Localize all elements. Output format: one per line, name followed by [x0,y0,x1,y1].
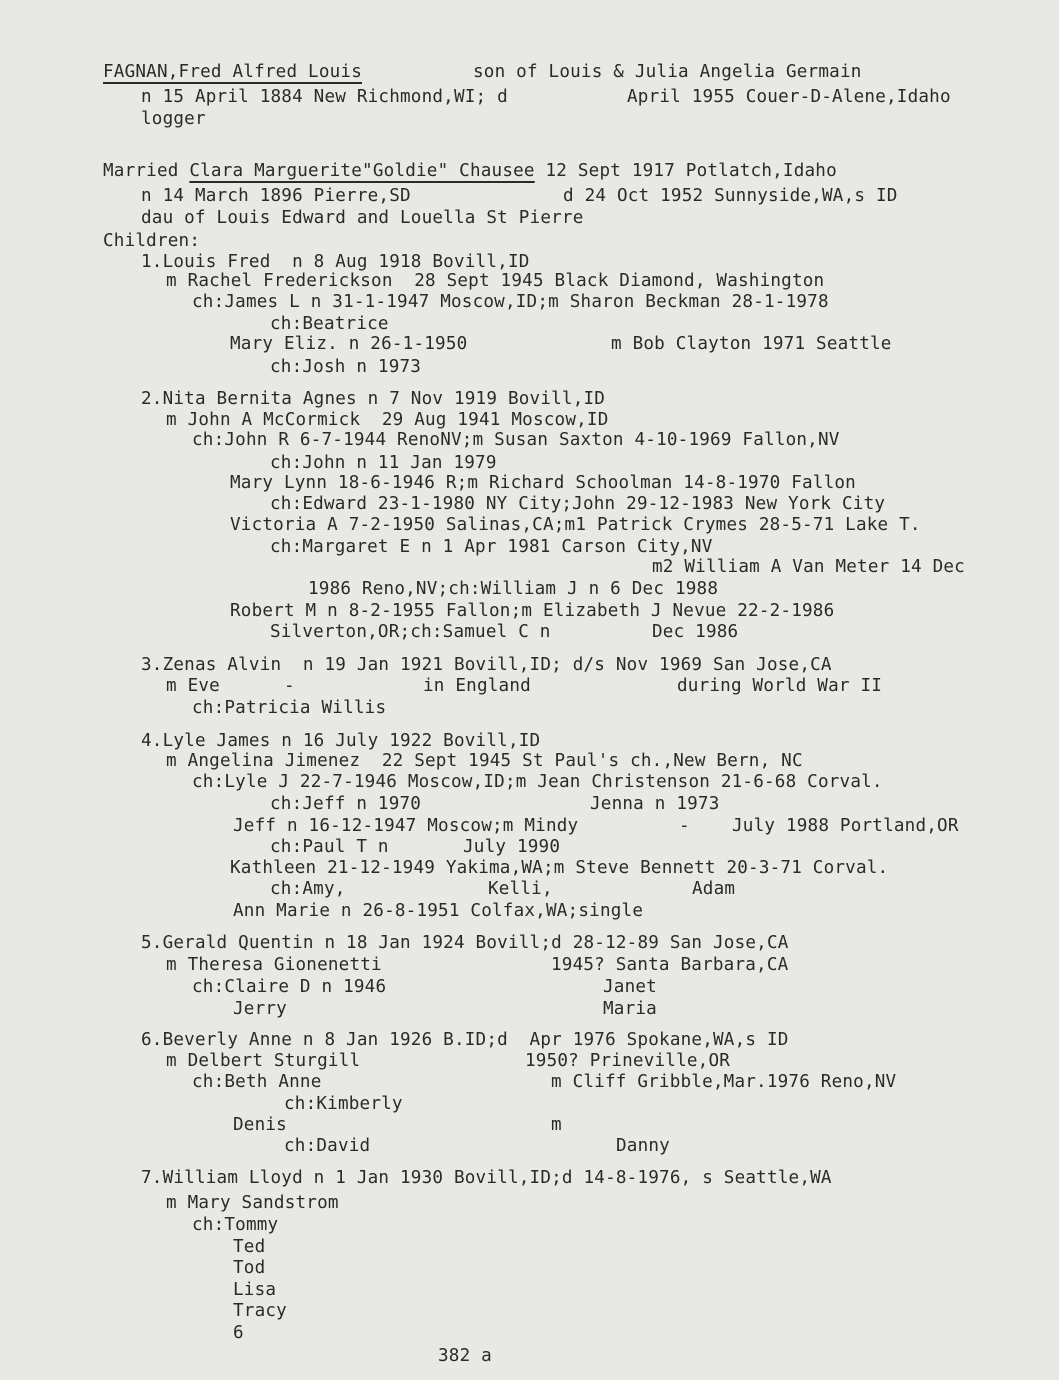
child-line: ch:Claire D n 1946 [192,977,387,997]
marriage-line [103,160,837,182]
child-line: 1945? Santa Barbara,CA [551,955,789,975]
child-line: ch:Beth Anne [192,1072,322,1092]
child-line: Maria [603,999,657,1019]
child-line: m John A McCormick 29 Aug 1941 Moscow,ID [166,410,609,430]
child-line: 4.Lyle James n 16 July 1922 Bovill,ID [141,731,541,751]
subject-name: FAGNAN,Fred Alfred Louis [103,62,363,82]
child-line: m Theresa Gionenetti [166,955,382,975]
child-line: ch:Kimberly [284,1094,403,1114]
child-line: Robert M n 8-2-1955 Fallon;m Elizabeth J Nevue 22-2-1986 [230,601,835,621]
page-number: 382 a [438,1346,492,1366]
child-line: ch:John n 11 Jan 1979 [270,453,497,473]
child-line: Tod [233,1258,266,1278]
child-line: Ann Marie n 26-8-1951 Colfax,WA;single [233,901,644,921]
child-line: ch:Tommy [192,1215,279,1235]
child-line: 6.Beverly Anne n 8 Jan 1926 B.ID;d Apr 1976 Spokane,WA,s ID [141,1030,789,1050]
child-line: 5.Gerald Quentin n 18 Jan 1924 Bovill;d 28-12-89 San Jose,CA [141,933,789,953]
subject-parents: son of Louis & Julia Angelia Germain [473,62,862,82]
child-line: Kelli, [488,879,553,899]
child-line: ch:Patricia Willis [192,698,387,718]
child-line: 2.Nita Bernita Agnes n 7 Nov 1919 Bovill,ID [141,389,606,409]
child-line: - [679,816,690,836]
subject-occupation: logger [141,109,206,129]
child-line: ch:David [284,1136,371,1156]
child-line: ch:Beatrice [270,314,389,334]
child-line: ch:John R 6-7-1944 RenoNV;m Susan Saxton 4-10-1969 Fallon,NV [192,430,840,450]
child-line: 1950? Prineville,OR [525,1051,731,1071]
child-line: 6 [233,1323,244,1343]
child-line: Jeff n 16-12-1947 Moscow;m Mindy [233,816,579,836]
children-heading: Children: [103,231,201,251]
child-line: Janet [603,977,657,997]
subject-death: April 1955 Couer-D-Alene,Idaho [627,87,951,107]
child-line: ch:James L n 31-1-1947 Moscow,ID;m Sharon Beckman 28-1-1978 [192,292,829,312]
child-line: - [284,676,295,696]
child-line: Ted [233,1237,266,1257]
child-line: Victoria A 7-2-1950 Salinas,CA;m1 Patrick Crymes 28-5-71 Lake T. [230,515,921,535]
child-line: ch:Edward 23-1-1980 NY City;John 29-12-1983 New York City [270,494,886,514]
child-line: Danny [616,1136,670,1156]
child-line: m Mary Sandstrom [166,1193,339,1213]
child-line: ch:Jeff n 1970 [270,794,422,814]
child-line: 7.William Lloyd n 1 Jan 1930 Bovill,ID;d 14-8-1976, s Seattle,WA [141,1168,832,1188]
child-line: Denis [233,1115,287,1135]
child-line: 3.Zenas Alvin n 19 Jan 1921 Bovill,ID; d/s Nov 1969 San Jose,CA [141,655,832,675]
spouse-name: Clara Marguerite"Goldie" Chausee [189,161,535,181]
child-line: m2 William A Van Meter 14 Dec [652,557,965,577]
child-line: Jenna n 1973 [590,794,720,814]
spouse-death: d 24 Oct 1952 Sunnyside,WA,s ID [563,186,898,206]
child-line: m Eve [166,676,220,696]
child-line: Tracy [233,1301,287,1321]
child-line: m Angelina Jimenez 22 Sept 1945 St Paul's ch.,New Bern, NC [166,751,803,771]
child-line: July 1990 [463,837,561,857]
child-line: m Delbert Sturgill [166,1051,361,1071]
child-line: July 1988 Portland,OR [732,816,959,836]
child-line: ch:Amy, [270,879,346,899]
child-line: Silverton,OR;ch:Samuel C n [270,622,551,642]
child-line: Adam [692,879,736,899]
child-line: ch:Josh n 1973 [270,357,422,377]
marriage-details: 12 Sept 1917 Potlatch,Idaho [534,161,837,181]
child-line: Mary Lynn 18-6-1946 R;m Richard Schoolman 14-8-1970 Fallon [230,473,856,493]
child-line: 1986 Reno,NV;ch:William J n 6 Dec 1988 [308,579,719,599]
child-line: m Cliff Gribble,Mar.1976 Reno,NV [551,1072,897,1092]
child-line: during World War II [677,676,883,696]
child-line: m Rachel Frederickson 28 Sept 1945 Black Diamond, Washington [166,271,825,291]
subject-birth: n 15 April 1884 New Richmond,WI; d [141,87,508,107]
child-line: m [551,1115,562,1135]
child-line: Lisa [233,1280,277,1300]
child-line: Kathleen 21-12-1949 Yakima,WA;m Steve Bennett 20-3-71 Corval. [230,858,889,878]
child-line: ch:Lyle J 22-7-1946 Moscow,ID;m Jean Christenson 21-6-68 Corval. [192,772,883,792]
child-line: Jerry [233,999,287,1019]
child-line: in England [423,676,531,696]
marriage-prefix: Married [103,161,190,181]
child-line: Mary Eliz. n 26-1-1950 [230,334,468,354]
spouse-birth: n 14 March 1896 Pierre,SD [141,186,411,206]
child-line: Dec 1986 [652,622,739,642]
child-line: ch:Paul T n [270,837,389,857]
child-line: 1.Louis Fred n 8 Aug 1918 Bovill,ID [141,252,530,272]
spouse-parents: dau of Louis Edward and Louella St Pierre [141,208,584,228]
child-line: m Bob Clayton 1971 Seattle [611,334,892,354]
child-line: ch:Margaret E n 1 Apr 1981 Carson City,NV [270,537,713,557]
